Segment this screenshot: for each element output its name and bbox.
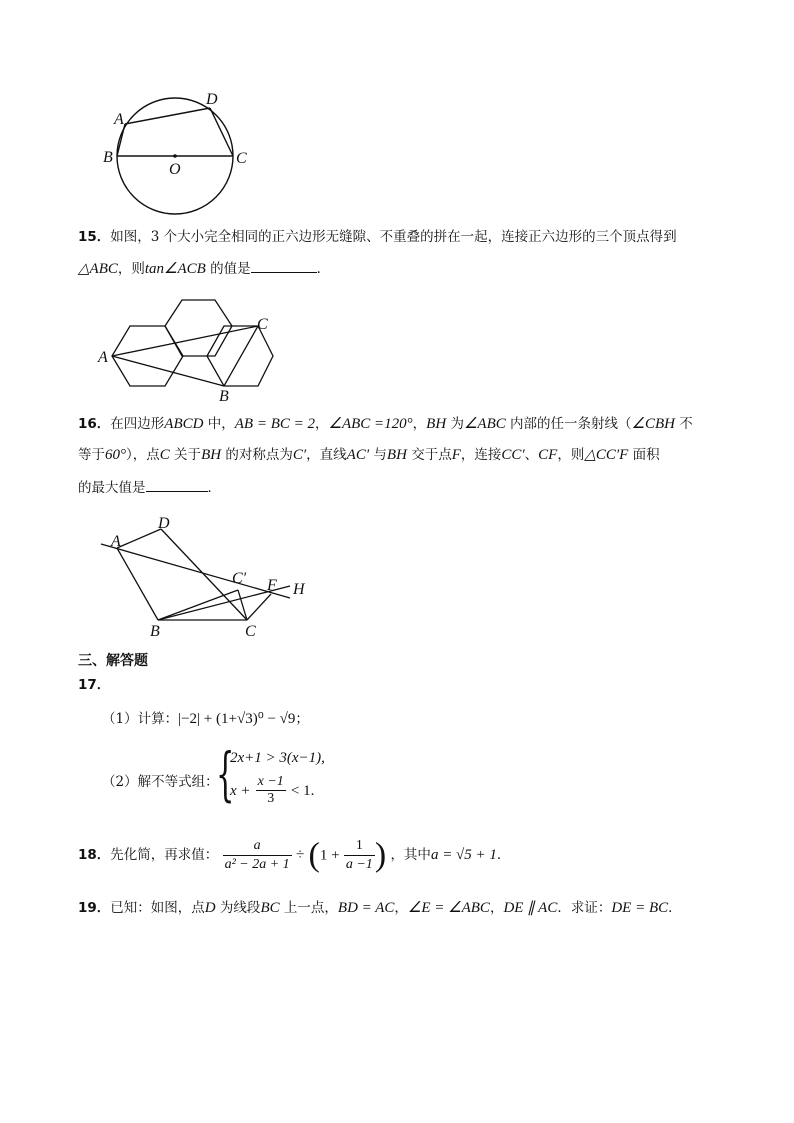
angle-value: 60° xyxy=(105,447,126,463)
text-fragment: ． xyxy=(207,480,221,496)
part-label: （1）计算： xyxy=(102,711,179,727)
ray-bh: BH xyxy=(426,416,447,432)
question-17-number xyxy=(78,675,110,695)
question-15-line2 xyxy=(78,258,330,279)
label-c: C xyxy=(245,623,256,640)
numerator: 1 xyxy=(344,837,375,856)
numerator: x −1 xyxy=(257,774,284,789)
denominator: a² − 2a + 1 xyxy=(224,857,290,872)
segment-b-c-prime xyxy=(158,590,238,620)
question-16-line1 xyxy=(78,414,693,434)
text-fragment: 1 + xyxy=(319,847,340,864)
text-fragment: 为线段 xyxy=(215,900,261,916)
left-brace: { xyxy=(216,740,235,808)
section-heading: 三、解答题 xyxy=(78,653,148,669)
hexagon-left xyxy=(112,326,183,386)
inequality-system xyxy=(216,740,356,812)
label-d: D xyxy=(206,91,218,108)
text-fragment: 关于 xyxy=(169,447,202,463)
triangle-cc-prime-f: △CC′F xyxy=(584,447,629,463)
label-a: A xyxy=(98,349,108,366)
label-a: A xyxy=(111,533,121,550)
text-fragment: ． xyxy=(496,847,511,863)
text-fragment: ．求证： xyxy=(557,900,612,916)
answer-blank xyxy=(146,477,208,492)
label-a: A xyxy=(114,111,124,128)
label-c: C xyxy=(257,316,268,333)
answer-blank xyxy=(251,258,317,273)
text-fragment: ， xyxy=(315,416,329,432)
inequality-1: 2x+1 > 3(x−1), xyxy=(230,750,325,766)
label-c: C xyxy=(236,150,247,167)
text-fragment: 已知：如图，点 xyxy=(110,900,205,916)
question-number: 17． xyxy=(78,677,111,693)
question-18 xyxy=(78,835,510,875)
ray-bh: BH xyxy=(386,447,407,463)
question-number: 15． xyxy=(78,229,111,245)
label-b: B xyxy=(103,149,113,166)
denominator: 3 xyxy=(267,791,275,806)
question-16-line3 xyxy=(78,477,221,498)
question-19 xyxy=(78,898,682,918)
text-fragment: 不 xyxy=(675,416,693,432)
line-ac-prime: AC′ xyxy=(346,447,370,463)
text-fragment: ，其中 xyxy=(390,847,431,863)
text-fragment: 等于 xyxy=(78,447,105,463)
question-15-line1 xyxy=(78,227,677,247)
center-dot xyxy=(173,154,177,158)
question-number: 19． xyxy=(78,900,111,916)
quadrilateral-figure xyxy=(95,512,325,640)
paren-group xyxy=(309,837,387,874)
text-fragment: ． xyxy=(668,900,682,916)
question-text: 如图，3 个大小完全相同的正六边形无缝隙、不重叠的拼在一起，连接正六边形的三个顶点得到 xyxy=(110,229,677,245)
value-expression: a = √5 + 1 xyxy=(430,847,497,863)
text-fragment: 的值是 xyxy=(205,261,251,277)
numerator: a xyxy=(223,837,292,856)
text-fragment: ， xyxy=(489,900,504,916)
text-fragment: ，连接 xyxy=(460,447,502,463)
text-fragment: 面积 xyxy=(628,447,660,463)
circle-figure xyxy=(95,88,265,220)
point-c-prime: C′ xyxy=(292,447,307,463)
fraction-2 xyxy=(344,837,375,874)
inequality-2 xyxy=(230,774,314,807)
label-o: O xyxy=(169,161,181,178)
text-fragment: ，直线 xyxy=(306,447,347,463)
label-f: F xyxy=(267,577,277,594)
label-b: B xyxy=(219,388,229,405)
equation-ab-bc: AB = BC = 2 xyxy=(234,416,316,432)
label-c-prime: C′ xyxy=(232,570,247,587)
text-fragment: 内部的任一条射线（ xyxy=(505,416,632,432)
question-number: 18． xyxy=(78,847,111,863)
segment-ad xyxy=(125,108,210,124)
text-fragment: ． xyxy=(316,261,331,277)
triangle-abc: △ABC xyxy=(78,261,118,277)
text-fragment: ），点 xyxy=(126,447,160,463)
text-fragment: ，则 xyxy=(117,261,145,277)
segment-cf: CF xyxy=(538,447,558,463)
text-fragment: 上一点， xyxy=(279,900,338,916)
label-d: D xyxy=(158,515,170,532)
tan-expression: tan∠ACB xyxy=(144,261,206,277)
text-fragment: 、 xyxy=(524,447,539,463)
left-paren: ( xyxy=(308,836,320,874)
equation-angles: ∠E = ∠ABC xyxy=(407,900,490,916)
part-label: （2）解不等式组： xyxy=(102,774,219,790)
segment-cc-prime: CC′ xyxy=(501,447,525,463)
text-fragment: ，则 xyxy=(557,447,585,463)
text-fragment: 与 xyxy=(369,447,387,463)
ray-bh: BH xyxy=(201,447,222,463)
point-f: F xyxy=(451,447,461,463)
hexagon-figure xyxy=(95,296,285,406)
text-fragment: 交于点 xyxy=(406,447,452,463)
equation-bd-ac: BD = AC xyxy=(337,900,395,916)
segment-ac xyxy=(112,326,258,356)
text-fragment: 为 xyxy=(446,416,464,432)
segment-bc: BC xyxy=(260,900,280,916)
expression: |−2| + (1+√3)⁰ − √9 xyxy=(178,711,296,727)
segment-cf xyxy=(247,594,271,620)
segment-dc xyxy=(210,108,233,156)
text-fragment: ； xyxy=(295,711,309,727)
right-paren: ) xyxy=(374,836,387,874)
question-17-part1 xyxy=(102,709,309,729)
label-h: H xyxy=(293,581,305,598)
text-fragment: 的最大值是 xyxy=(78,480,146,496)
question-17-part2 xyxy=(102,772,219,792)
text-fragment: 中， xyxy=(203,416,235,432)
parallel-statement: DE ∥ AC xyxy=(503,900,558,916)
segment-ab xyxy=(117,124,125,156)
text-fragment: x + xyxy=(230,783,251,799)
text-fragment: ， xyxy=(394,900,408,916)
text-fragment: 在四边形 xyxy=(110,416,165,432)
angle-abc: ∠ABC xyxy=(463,416,506,432)
fraction xyxy=(256,774,286,807)
text-fragment: 的对称点为 xyxy=(221,447,293,463)
angle-abc-value: ∠ABC =120° xyxy=(328,416,413,432)
divide-sign: ÷ xyxy=(295,847,305,863)
fraction-1 xyxy=(223,837,292,874)
text-fragment: < 1. xyxy=(290,783,315,799)
question-number: 16． xyxy=(78,416,111,432)
equation-de-bc: DE = BC xyxy=(611,900,669,916)
segment-bc xyxy=(224,326,258,386)
angle-cbh: ∠CBH xyxy=(631,416,675,432)
point-d: D xyxy=(204,900,216,916)
text-fragment: ， xyxy=(412,416,427,432)
hexagon-top xyxy=(165,300,232,356)
question-16-line2 xyxy=(78,445,660,465)
label-b: B xyxy=(150,623,160,640)
quadrilateral-abcd: ABCD xyxy=(164,416,204,432)
denominator: a −1 xyxy=(345,857,373,872)
text-fragment: 先化简，再求值： xyxy=(110,847,219,863)
point-c: C xyxy=(159,447,170,463)
segment-ad xyxy=(117,529,161,548)
